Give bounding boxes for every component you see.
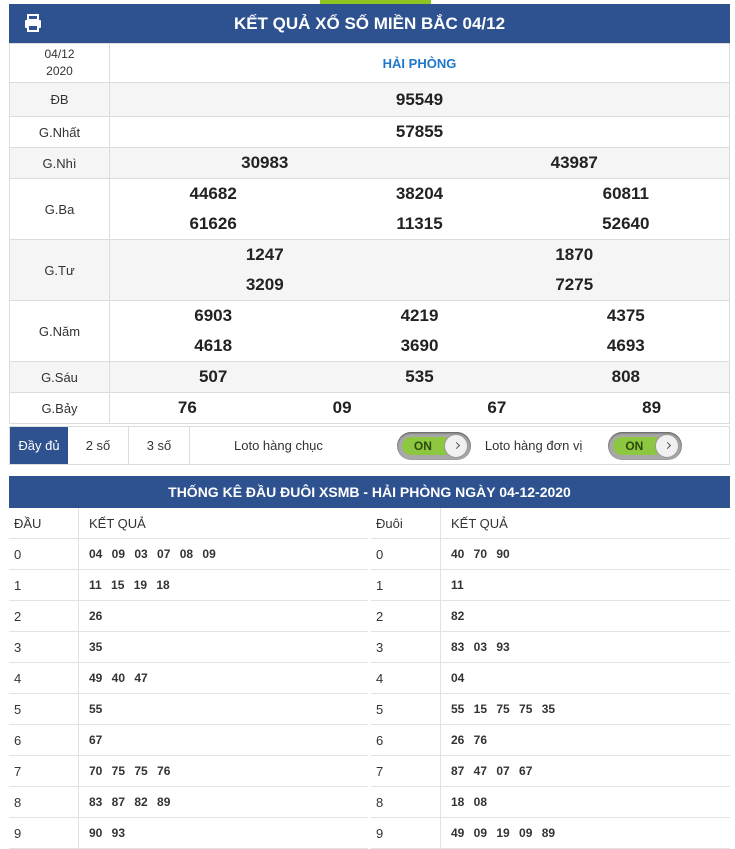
prize-number: 6903: [194, 306, 233, 325]
dau-result-values: 11 15 19 18: [89, 578, 170, 592]
prize-number: 3209: [245, 275, 284, 294]
prize-number: 76: [177, 398, 197, 417]
province-name: HẢI PHÒNG: [110, 44, 730, 83]
dau-digit: 4: [9, 663, 79, 693]
prize-number: 61626: [189, 214, 237, 233]
prize-number: 507: [198, 367, 228, 386]
toggle-knob-icon: [655, 434, 679, 458]
dau-digit: 3: [9, 632, 79, 662]
prize-row-g2: [10, 148, 730, 179]
prize-number: 535: [405, 367, 434, 386]
loto-donvi-label: Loto hàng đơn vị: [484, 438, 583, 453]
dau-digit: 0: [9, 539, 79, 569]
table-row: [9, 663, 368, 694]
duoi-digit: 4: [371, 663, 441, 693]
prize-number: 60811: [602, 184, 649, 203]
dau-digit: 2: [9, 601, 79, 631]
results-header: [9, 4, 730, 43]
dau-result-values: 70 75 75 76: [89, 764, 171, 778]
table-row: [9, 601, 368, 632]
dau-result-values: 35: [89, 640, 103, 654]
table-row: [9, 694, 368, 725]
filter-two-digit-button[interactable]: 2 số: [68, 427, 129, 464]
duoi-stats-table: [371, 508, 730, 849]
prize-number: 67: [487, 398, 507, 417]
dau-header-key: ĐẦU: [9, 508, 79, 538]
prize-number: 52640: [602, 214, 650, 233]
table-row: [9, 756, 368, 787]
prize-row-g5: [10, 301, 730, 362]
duoi-digit: 3: [371, 632, 441, 662]
prize-number: 43987: [550, 153, 598, 172]
prize-number: 4375: [606, 306, 645, 325]
duoi-result-values: 04: [451, 671, 465, 685]
duoi-result-values: 82: [451, 609, 465, 623]
dau-digit: 8: [9, 787, 79, 817]
duoi-result-values: 18 08: [451, 795, 488, 809]
duoi-result-values: 40 70 90: [451, 547, 510, 561]
prize-number: 30983: [241, 153, 289, 172]
table-row: [371, 787, 730, 818]
loto-donvi-group: [485, 432, 682, 460]
table-row: [371, 632, 730, 663]
prize-label: ĐB: [10, 83, 110, 117]
prize-label: G.Sáu: [10, 362, 110, 393]
prize-number: 3690: [400, 336, 439, 355]
dau-digit: 9: [9, 818, 79, 848]
duoi-digit: 2: [371, 601, 441, 631]
duoi-result-values: 11: [451, 578, 464, 592]
duoi-result-values: 87 47 07 67: [451, 764, 533, 778]
table-row: [371, 663, 730, 694]
prize-label: G.Bảy: [10, 393, 110, 424]
dau-digit: 5: [9, 694, 79, 724]
table-row: [371, 725, 730, 756]
draw-date-year: 2020: [46, 64, 73, 78]
dau-result-values: 83 87 82 89: [89, 795, 171, 809]
table-row: [9, 818, 368, 849]
print-icon[interactable]: [23, 13, 43, 33]
duoi-digit: 7: [371, 756, 441, 786]
prize-number: 09: [332, 398, 352, 417]
prize-label: G.Nhất: [10, 117, 110, 148]
duoi-header-row: [371, 508, 730, 539]
table-row: [371, 570, 730, 601]
duoi-header-value: KẾT QUẢ: [451, 515, 508, 531]
prize-number: 808: [611, 367, 640, 386]
prize-label: G.Ba: [10, 179, 110, 240]
table-row: [9, 632, 368, 663]
prize-number: 57855: [395, 122, 444, 141]
loto-chuc-label: Loto hàng chục: [234, 438, 323, 453]
prize-number: 11315: [396, 214, 443, 233]
table-row: [371, 601, 730, 632]
duoi-digit: 0: [371, 539, 441, 569]
results-table: [9, 43, 730, 424]
dau-result-values: 90 93: [89, 826, 126, 840]
dau-stats-table: [9, 508, 368, 849]
special-prize-number: 95549: [395, 89, 444, 109]
duoi-header-key: Đuôi: [371, 508, 441, 538]
dau-result-values: 55: [89, 702, 103, 716]
prize-number: 89: [642, 398, 662, 417]
duoi-digit: 1: [371, 570, 441, 600]
stats-title: THỐNG KÊ ĐẦU ĐUÔI XSMB - HẢI PHÒNG NGÀY 04-12-2020: [9, 476, 730, 508]
prize-row-db: [10, 83, 730, 117]
toggle-knob-icon: [444, 434, 468, 458]
prize-number: 38204: [395, 184, 444, 203]
duoi-digit: 9: [371, 818, 441, 848]
prize-number: 4693: [606, 336, 645, 355]
loto-chuc-toggle[interactable]: [397, 432, 471, 460]
filter-full-button[interactable]: Đầy đủ: [10, 427, 68, 464]
page-title: KẾT QUẢ XỔ SỐ MIỀN BẮC 04/12: [233, 13, 506, 33]
dau-header-row: [9, 508, 368, 539]
dau-digit: 7: [9, 756, 79, 786]
dau-header-value: KẾT QUẢ: [89, 515, 146, 531]
prize-number: 4219: [400, 306, 439, 325]
table-row: [371, 694, 730, 725]
duoi-result-values: 55 15 75 75 35: [451, 702, 556, 716]
duoi-digit: 6: [371, 725, 441, 755]
dau-result-values: 26: [89, 609, 103, 623]
duoi-result-values: 49 09 19 09 89: [451, 826, 556, 840]
prize-label: G.Tư: [10, 240, 110, 301]
prize-row-g7: [10, 393, 730, 424]
dau-result-values: 49 40 47: [89, 671, 148, 685]
dau-digit: 1: [9, 570, 79, 600]
prize-number: 4618: [194, 336, 233, 355]
duoi-result-values: 26 76: [451, 733, 488, 747]
filter-three-digit-button[interactable]: 3 số: [129, 427, 190, 464]
table-row: [9, 725, 368, 756]
prize-label: G.Năm: [10, 301, 110, 362]
loto-donvi-toggle[interactable]: [608, 432, 682, 460]
prize-row-g1: [10, 117, 730, 148]
prize-number: 44682: [189, 184, 237, 203]
prize-number: 1870: [555, 245, 594, 264]
prize-row-g4: [10, 240, 730, 301]
dau-result-values: 04 09 03 07 08 09: [89, 547, 216, 561]
table-row: [9, 570, 368, 601]
loto-chuc-group: [234, 432, 471, 460]
draw-date-day: 04/12: [44, 47, 75, 61]
duoi-result-values: 83 03 93: [451, 640, 510, 654]
province-row: [10, 44, 730, 83]
toggle-on-label: ON: [613, 437, 663, 455]
prize-row-g6: [10, 362, 730, 393]
table-row: [9, 787, 368, 818]
table-row: [371, 818, 730, 849]
table-row: [9, 539, 368, 570]
table-row: [371, 539, 730, 570]
draw-date: [10, 44, 110, 83]
duoi-digit: 5: [371, 694, 441, 724]
dau-result-values: 67: [89, 733, 103, 747]
prize-label: G.Nhì: [10, 148, 110, 179]
display-filter-bar: [9, 426, 730, 465]
toggle-on-label: ON: [402, 437, 452, 455]
table-row: [371, 756, 730, 787]
prize-number: 1247: [245, 245, 284, 264]
dau-digit: 6: [9, 725, 79, 755]
prize-number: 7275: [555, 275, 594, 294]
prize-row-g3: [10, 179, 730, 240]
duoi-digit: 8: [371, 787, 441, 817]
